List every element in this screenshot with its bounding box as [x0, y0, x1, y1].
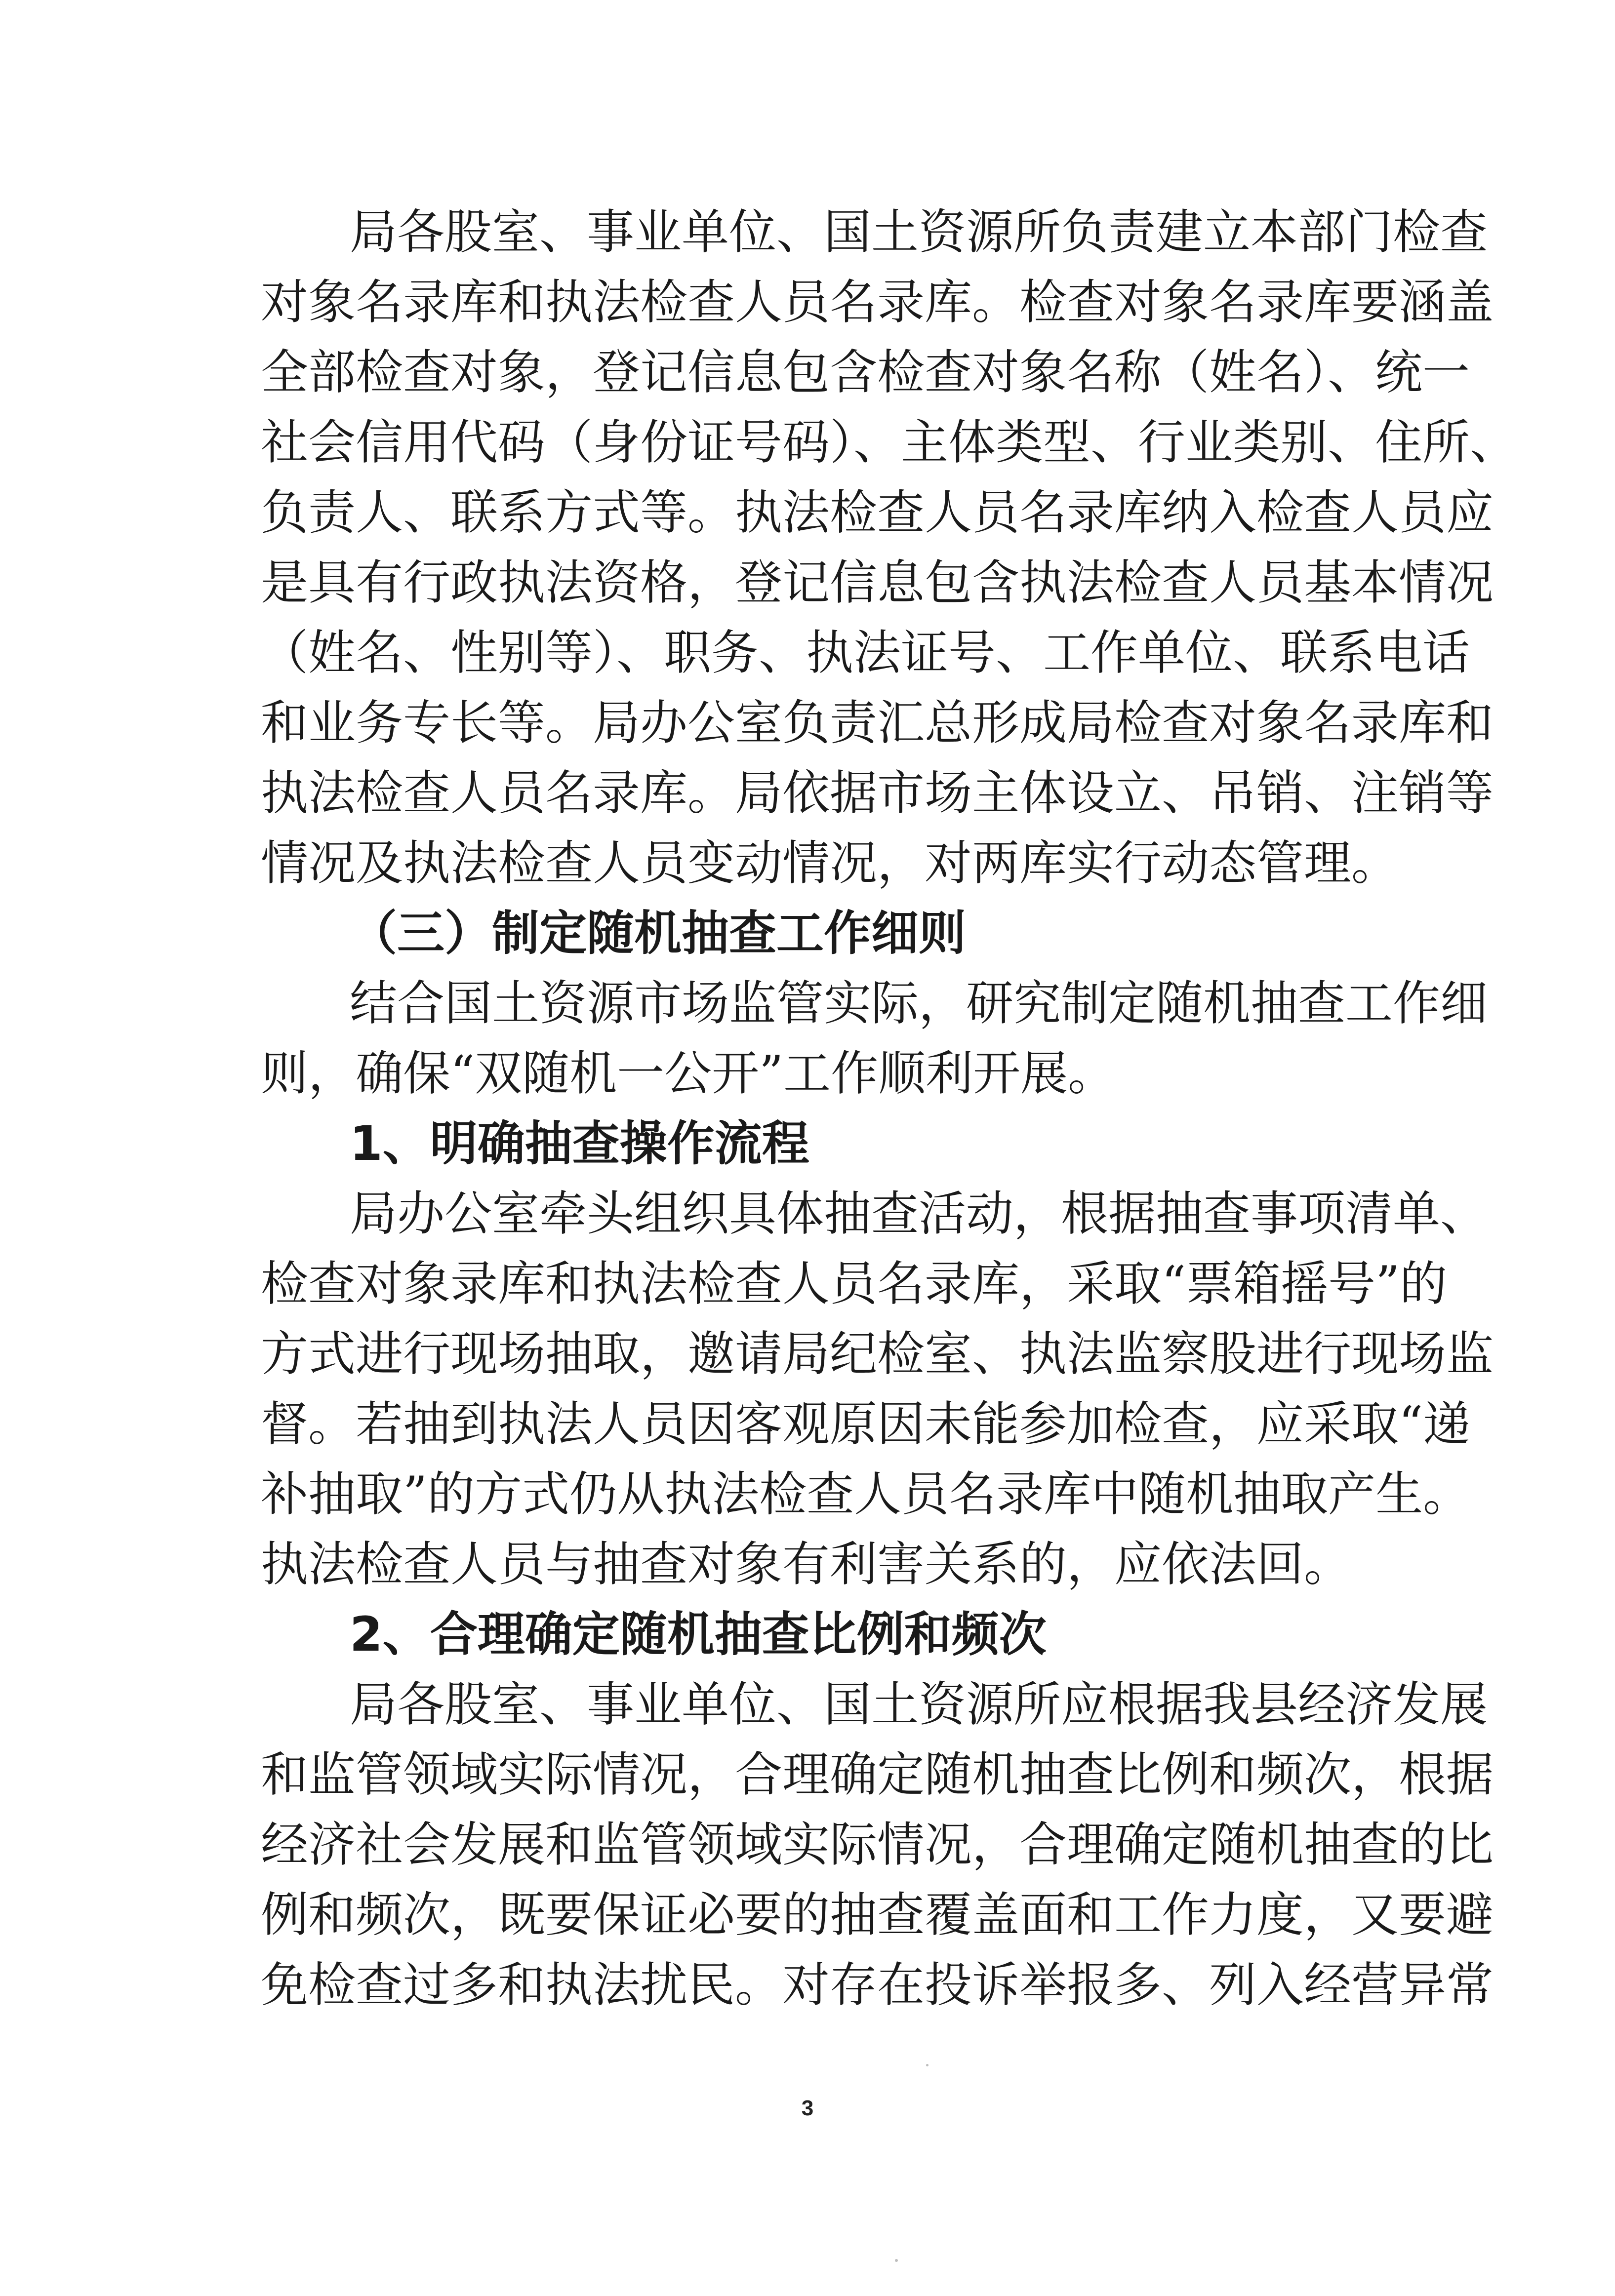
paragraph-line: 执法检查人员与抽查对象有利害关系的，应依法回。 — [261, 1537, 1351, 1592]
paragraph-line: 情况及执法检查人员变动情况，对两库实行动态管理。 — [261, 835, 1399, 891]
paragraph-line: 免检查过多和执法扰民。对存在投诉举报多、列入经营异常 — [261, 1957, 1494, 2013]
subsection-heading: 2、合理确定随机抽查比例和频次 — [350, 1607, 1047, 1662]
paragraph-line: 局各股室、事业单位、国土资源所应根据我县经济发展 — [350, 1677, 1488, 1732]
paragraph-line: 方式进行现场抽取，邀请局纪检室、执法监察股进行现场监 — [261, 1326, 1494, 1382]
paragraph-line: 督。若抽到执法人员因客观原因未能参加检查，应采取“递 — [261, 1396, 1471, 1452]
paragraph-line: 是具有行政执法资格，登记信息包含执法检查人员基本情况 — [261, 555, 1494, 610]
paragraph-line: 和业务专长等。局办公室负责汇总形成局检查对象名录库和 — [261, 695, 1494, 751]
scan-speck — [926, 2064, 929, 2066]
paragraph-line: 对象名录库和执法检查人员名录库。检查对象名录库要涵盖 — [261, 275, 1494, 330]
paragraph-line: 经济社会发展和监管领域实际情况，合理确定随机抽查的比 — [261, 1817, 1494, 1872]
paragraph-line: 社会信用代码（身份证号码）、主体类型、行业类别、住所、 — [261, 415, 1517, 470]
paragraph-line: 则，确保“双随机一公开”工作顺利开展。 — [261, 1046, 1116, 1101]
page-number: 3 — [801, 2096, 814, 2120]
subsection-heading: 1、明确抽查操作流程 — [350, 1116, 809, 1171]
section-heading: （三）制定随机抽查工作细则 — [350, 906, 966, 961]
paragraph-line: 补抽取”的方式仍从执法检查人员名录库中随机抽取产生。 — [261, 1466, 1471, 1522]
paragraph-line: 局各股室、事业单位、国土资源所负责建立本部门检查 — [350, 204, 1488, 260]
paragraph-line: 局办公室牵头组织具体抽查活动，根据抽查事项清单、 — [350, 1186, 1488, 1241]
paragraph-line: 结合国土资源市场监管实际，研究制定随机抽查工作细 — [350, 976, 1488, 1031]
paragraph-line: 例和频次，既要保证必要的抽查覆盖面和工作力度，又要避 — [261, 1887, 1494, 1942]
scan-speck — [895, 2259, 898, 2262]
paragraph-line: 全部检查对象，登记信息包含检查对象名称（姓名）、统一 — [261, 345, 1470, 400]
paragraph-line: 执法检查人员名录库。局依据市场主体设立、吊销、注销等 — [261, 765, 1494, 821]
paragraph-line: 检查对象录库和执法检查人员名录库，采取“票箱摇号”的 — [261, 1256, 1448, 1311]
paragraph-line: 负责人、联系方式等。执法检查人员名录库纳入检查人员应 — [261, 485, 1494, 540]
paragraph-line: （姓名、性别等）、职务、执法证号、工作单位、联系电话 — [261, 625, 1470, 680]
paragraph-line: 和监管领域实际情况，合理确定随机抽查比例和频次，根据 — [261, 1747, 1494, 1802]
